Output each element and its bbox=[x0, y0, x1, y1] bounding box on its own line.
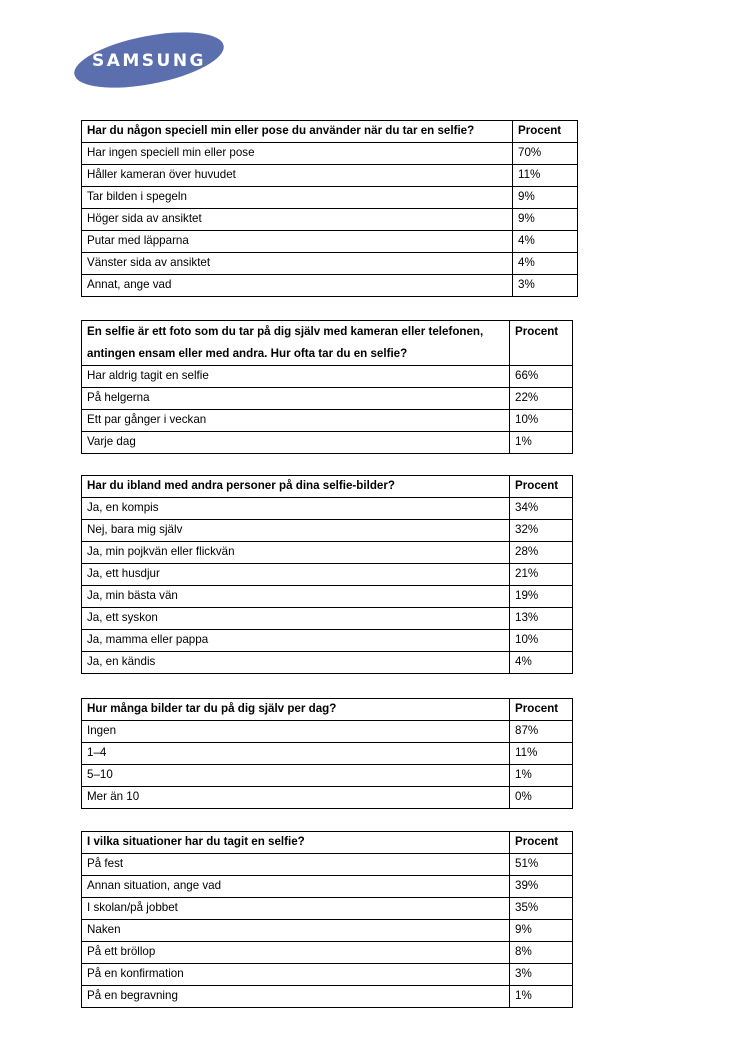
answer-label: Har ingen speciell min eller pose bbox=[82, 143, 513, 165]
answer-label: Ja, en kändis bbox=[82, 652, 510, 674]
answer-label: Putar med läpparna bbox=[82, 231, 513, 253]
table-row bbox=[82, 542, 573, 564]
answer-percent: 13% bbox=[510, 608, 573, 630]
table-row bbox=[82, 920, 573, 942]
table-row bbox=[82, 743, 573, 765]
percent-column-header: Procent bbox=[513, 121, 578, 143]
question-heading: I vilka situationer har du tagit en selfie? bbox=[82, 832, 510, 854]
answer-label: Vänster sida av ansiktet bbox=[82, 253, 513, 275]
answer-label: Håller kameran över huvudet bbox=[82, 165, 513, 187]
table-row bbox=[82, 854, 573, 876]
answer-percent: 28% bbox=[510, 542, 573, 564]
answer-percent: 32% bbox=[510, 520, 573, 542]
answer-label: Har aldrig tagit en selfie bbox=[82, 366, 510, 388]
answer-label: Naken bbox=[82, 920, 510, 942]
answer-percent: 1% bbox=[510, 986, 573, 1008]
table-row bbox=[82, 410, 573, 432]
table-row bbox=[82, 942, 573, 964]
answer-percent: 39% bbox=[510, 876, 573, 898]
table-row bbox=[82, 721, 573, 743]
answer-label: Ja, ett syskon bbox=[82, 608, 510, 630]
answer-percent: 22% bbox=[510, 388, 573, 410]
table-row bbox=[82, 209, 578, 231]
table-row bbox=[82, 165, 578, 187]
answer-percent: 35% bbox=[510, 898, 573, 920]
question-heading: En selfie är ett foto som du tar på dig själv med kameran eller telefonen, antingen ensam eller med andra. Hur ofta tar du en selfie? bbox=[82, 321, 510, 366]
table-header-row bbox=[82, 476, 573, 498]
answer-label: Nej, bara mig själv bbox=[82, 520, 510, 542]
answer-percent: 1% bbox=[510, 765, 573, 787]
table-row bbox=[82, 876, 573, 898]
answer-percent: 0% bbox=[510, 787, 573, 809]
answer-percent: 3% bbox=[513, 275, 578, 297]
answer-label: På en konfirmation bbox=[82, 964, 510, 986]
answer-percent: 9% bbox=[513, 187, 578, 209]
table-situations bbox=[81, 831, 573, 1008]
table-row bbox=[82, 898, 573, 920]
answer-percent: 21% bbox=[510, 564, 573, 586]
percent-column-header: Procent bbox=[510, 832, 573, 854]
table-row bbox=[82, 608, 573, 630]
table-photos-per-day bbox=[81, 698, 573, 809]
table-row bbox=[82, 187, 578, 209]
percent-column-header: Procent bbox=[510, 699, 573, 721]
answer-percent: 10% bbox=[510, 410, 573, 432]
table-row bbox=[82, 630, 573, 652]
question-heading: Har du ibland med andra personer på dina selfie-bilder? bbox=[82, 476, 510, 498]
answer-percent: 3% bbox=[510, 964, 573, 986]
table-row bbox=[82, 231, 578, 253]
answer-percent: 4% bbox=[513, 253, 578, 275]
question-heading: Hur många bilder tar du på dig själv per dag? bbox=[82, 699, 510, 721]
answer-percent: 1% bbox=[510, 432, 573, 454]
table-row bbox=[82, 964, 573, 986]
table-row bbox=[82, 388, 573, 410]
answer-percent: 4% bbox=[513, 231, 578, 253]
answer-percent: 87% bbox=[510, 721, 573, 743]
table-selfie-frequency bbox=[81, 320, 573, 454]
answer-percent: 51% bbox=[510, 854, 573, 876]
answer-label: Annan situation, ange vad bbox=[82, 876, 510, 898]
answer-label: Ingen bbox=[82, 721, 510, 743]
answer-percent: 11% bbox=[513, 165, 578, 187]
table-header-row bbox=[82, 121, 578, 143]
table-header-row bbox=[82, 321, 573, 366]
answer-label: På helgerna bbox=[82, 388, 510, 410]
table-row bbox=[82, 652, 573, 674]
table-row bbox=[82, 520, 573, 542]
answer-percent: 4% bbox=[510, 652, 573, 674]
answer-label: 1–4 bbox=[82, 743, 510, 765]
answer-label: I skolan/på jobbet bbox=[82, 898, 510, 920]
answer-label: På ett bröllop bbox=[82, 942, 510, 964]
table-row bbox=[82, 143, 578, 165]
answer-percent: 66% bbox=[510, 366, 573, 388]
answer-label: Varje dag bbox=[82, 432, 510, 454]
answer-label: På fest bbox=[82, 854, 510, 876]
answer-label: Ja, min pojkvän eller flickvän bbox=[82, 542, 510, 564]
answer-percent: 8% bbox=[510, 942, 573, 964]
percent-column-header: Procent bbox=[510, 476, 573, 498]
answer-label: 5–10 bbox=[82, 765, 510, 787]
answer-percent: 19% bbox=[510, 586, 573, 608]
answer-label: Mer än 10 bbox=[82, 787, 510, 809]
table-row bbox=[82, 498, 573, 520]
table-special-pose bbox=[81, 120, 578, 297]
percent-column-header: Procent bbox=[510, 321, 573, 366]
answer-label: Ja, min bästa vän bbox=[82, 586, 510, 608]
answer-label: Höger sida av ansiktet bbox=[82, 209, 513, 231]
table-row bbox=[82, 586, 573, 608]
answer-percent: 11% bbox=[510, 743, 573, 765]
samsung-logo bbox=[72, 31, 226, 89]
answer-label: Ja, mamma eller pappa bbox=[82, 630, 510, 652]
answer-label: Ja, en kompis bbox=[82, 498, 510, 520]
table-row bbox=[82, 253, 578, 275]
table-row bbox=[82, 275, 578, 297]
question-heading: Har du någon speciell min eller pose du använder när du tar en selfie? bbox=[82, 121, 513, 143]
answer-label: Ett par gånger i veckan bbox=[82, 410, 510, 432]
answer-percent: 9% bbox=[513, 209, 578, 231]
answer-percent: 10% bbox=[510, 630, 573, 652]
table-row bbox=[82, 366, 573, 388]
table-row bbox=[82, 986, 573, 1008]
table-row bbox=[82, 564, 573, 586]
answer-label: På en begravning bbox=[82, 986, 510, 1008]
table-header-row bbox=[82, 699, 573, 721]
answer-percent: 70% bbox=[513, 143, 578, 165]
table-row bbox=[82, 787, 573, 809]
samsung-logo-text: SAMSUNG bbox=[91, 51, 207, 71]
table-other-people bbox=[81, 475, 573, 674]
answer-percent: 9% bbox=[510, 920, 573, 942]
answer-percent: 34% bbox=[510, 498, 573, 520]
table-row bbox=[82, 765, 573, 787]
table-header-row bbox=[82, 832, 573, 854]
answer-label: Tar bilden i spegeln bbox=[82, 187, 513, 209]
table-row bbox=[82, 432, 573, 454]
answer-label: Ja, ett husdjur bbox=[82, 564, 510, 586]
answer-label: Annat, ange vad bbox=[82, 275, 513, 297]
